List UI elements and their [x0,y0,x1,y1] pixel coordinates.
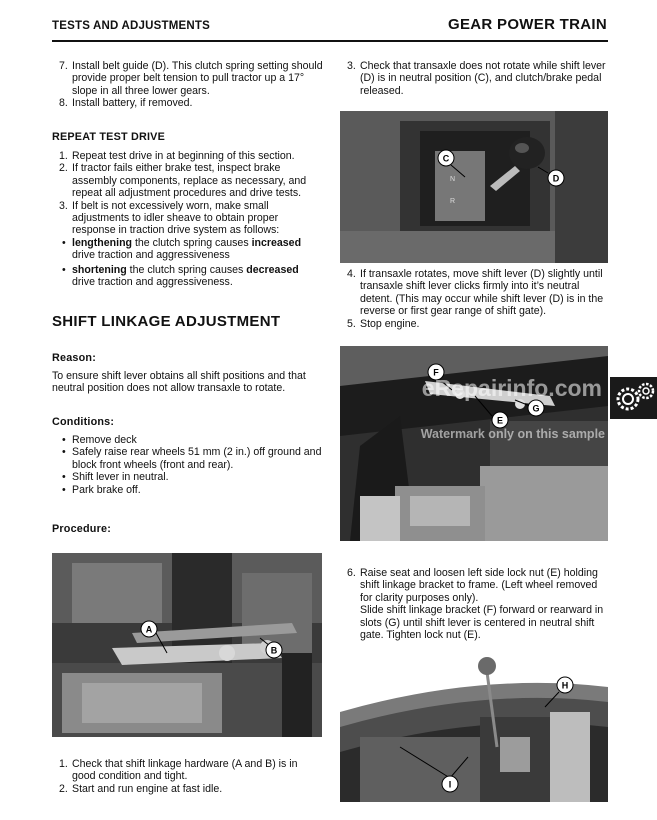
bullet-shortening: • shortening the clutch spring causes decreased drive traction and aggressiveness. [62,263,299,289]
procedure-steps [52,758,324,795]
callout-b: B [270,645,278,656]
photo-shift-linkage-hardware [52,553,322,737]
callout-h: H [561,680,569,691]
watermark-gear-logo [610,377,657,419]
procedure-step-2: 2. Start and run engine at fast idle. [59,782,223,795]
steps-4-5 [340,268,612,330]
step-4: 4. If transaxle rotates, move shift lever (D) slightly until transaxle shift lever clicks firmly into it’s neutral detent. (This may occur while shift lever (D) is in the reverse or first gear range of shift gate). [347,268,604,318]
reason-label: Reason: [52,352,96,364]
svg-text:R: R [450,198,456,205]
watermark-sub: Watermark only on this sample [420,427,605,441]
bullet-lengthening: • lengthening the clutch spring causes increased drive traction and aggressiveness [62,236,302,262]
photo-shift-lever-neutral [340,111,608,263]
step-8: 8. Install battery, if removed. [59,97,193,110]
step-3: 3. Check that transaxle does not rotate while shift lever (D) is in neutral position (C), and clutch/brake pedal released. [347,60,606,97]
callout-e: E [496,415,504,426]
callout-a: A [145,624,153,635]
repeat-test-drive-heading: REPEAT TEST DRIVE [52,131,165,143]
condition-item: • Safely raise rear wheels 51 mm (2 in.) off ground and block front wheels (front and rear). [62,446,322,471]
callout-c: C [442,153,450,164]
step-5: 5. Stop engine. [347,317,420,330]
condition-item: • Park brake off. [62,483,141,496]
watermark-main: eRepairinfo.com [421,375,602,401]
reason-text: To ensure shift lever obtains all shift positions and that neutral position does not allow transaxle to rotate. [52,370,306,395]
step-6: 6. Raise seat and loosen left side lock nut (E) holding shift linkage bracket to frame. (Left wheel removed for clarity purposes only). Slide shift linkage bracket (F) forward or rearward in slots (G) until shift lever is centered in neutral shift gate. Tighten lock nut (E). [347,567,604,642]
repeat-step-3: 3. If belt is not excessively worn, make small adjustments to idler sheave to obtain proper response in traction drive system as follows: [59,199,280,237]
repeat-step-1: 1. Repeat test drive in at beginning of this section. [59,150,295,162]
photo-shift-gate-lock [340,652,608,802]
svg-text:N: N [450,176,456,183]
callout-i: I [448,779,452,790]
left-top-steps [52,60,324,110]
repeat-step-2: 2. If tractor fails either brake test, inspect brake assembly components, replace as necessary, and repeat all adjustment procedures and drive tests. [59,162,307,200]
shift-linkage-heading: SHIFT LINKAGE ADJUSTMENT [52,313,281,330]
procedure-label: Procedure: [52,523,111,535]
photo-shift-linkage-bracket [340,346,608,541]
section-header-right: GEAR POWER TRAIN [448,16,607,33]
conditions-label: Conditions: [52,416,115,428]
callout-g: G [532,403,540,414]
condition-item: • Remove deck [62,434,137,446]
procedure-step-1: 1. Check that shift linkage hardware (A and B) is in good condition and tight. [59,758,298,783]
step-7: 7. Install belt guide (D). This clutch spring setting should provide proper belt tension to pull tractor up a 17° slope in all three lower gears. [59,60,323,97]
callout-d: D [552,173,560,184]
repeat-test-drive-steps [52,150,324,288]
condition-item: • Shift lever in neutral. [62,471,169,484]
conditions-list [58,434,326,496]
header-rule [52,40,608,42]
section-header-left: TESTS AND ADJUSTMENTS [52,20,210,32]
callout-f: F [433,367,439,378]
